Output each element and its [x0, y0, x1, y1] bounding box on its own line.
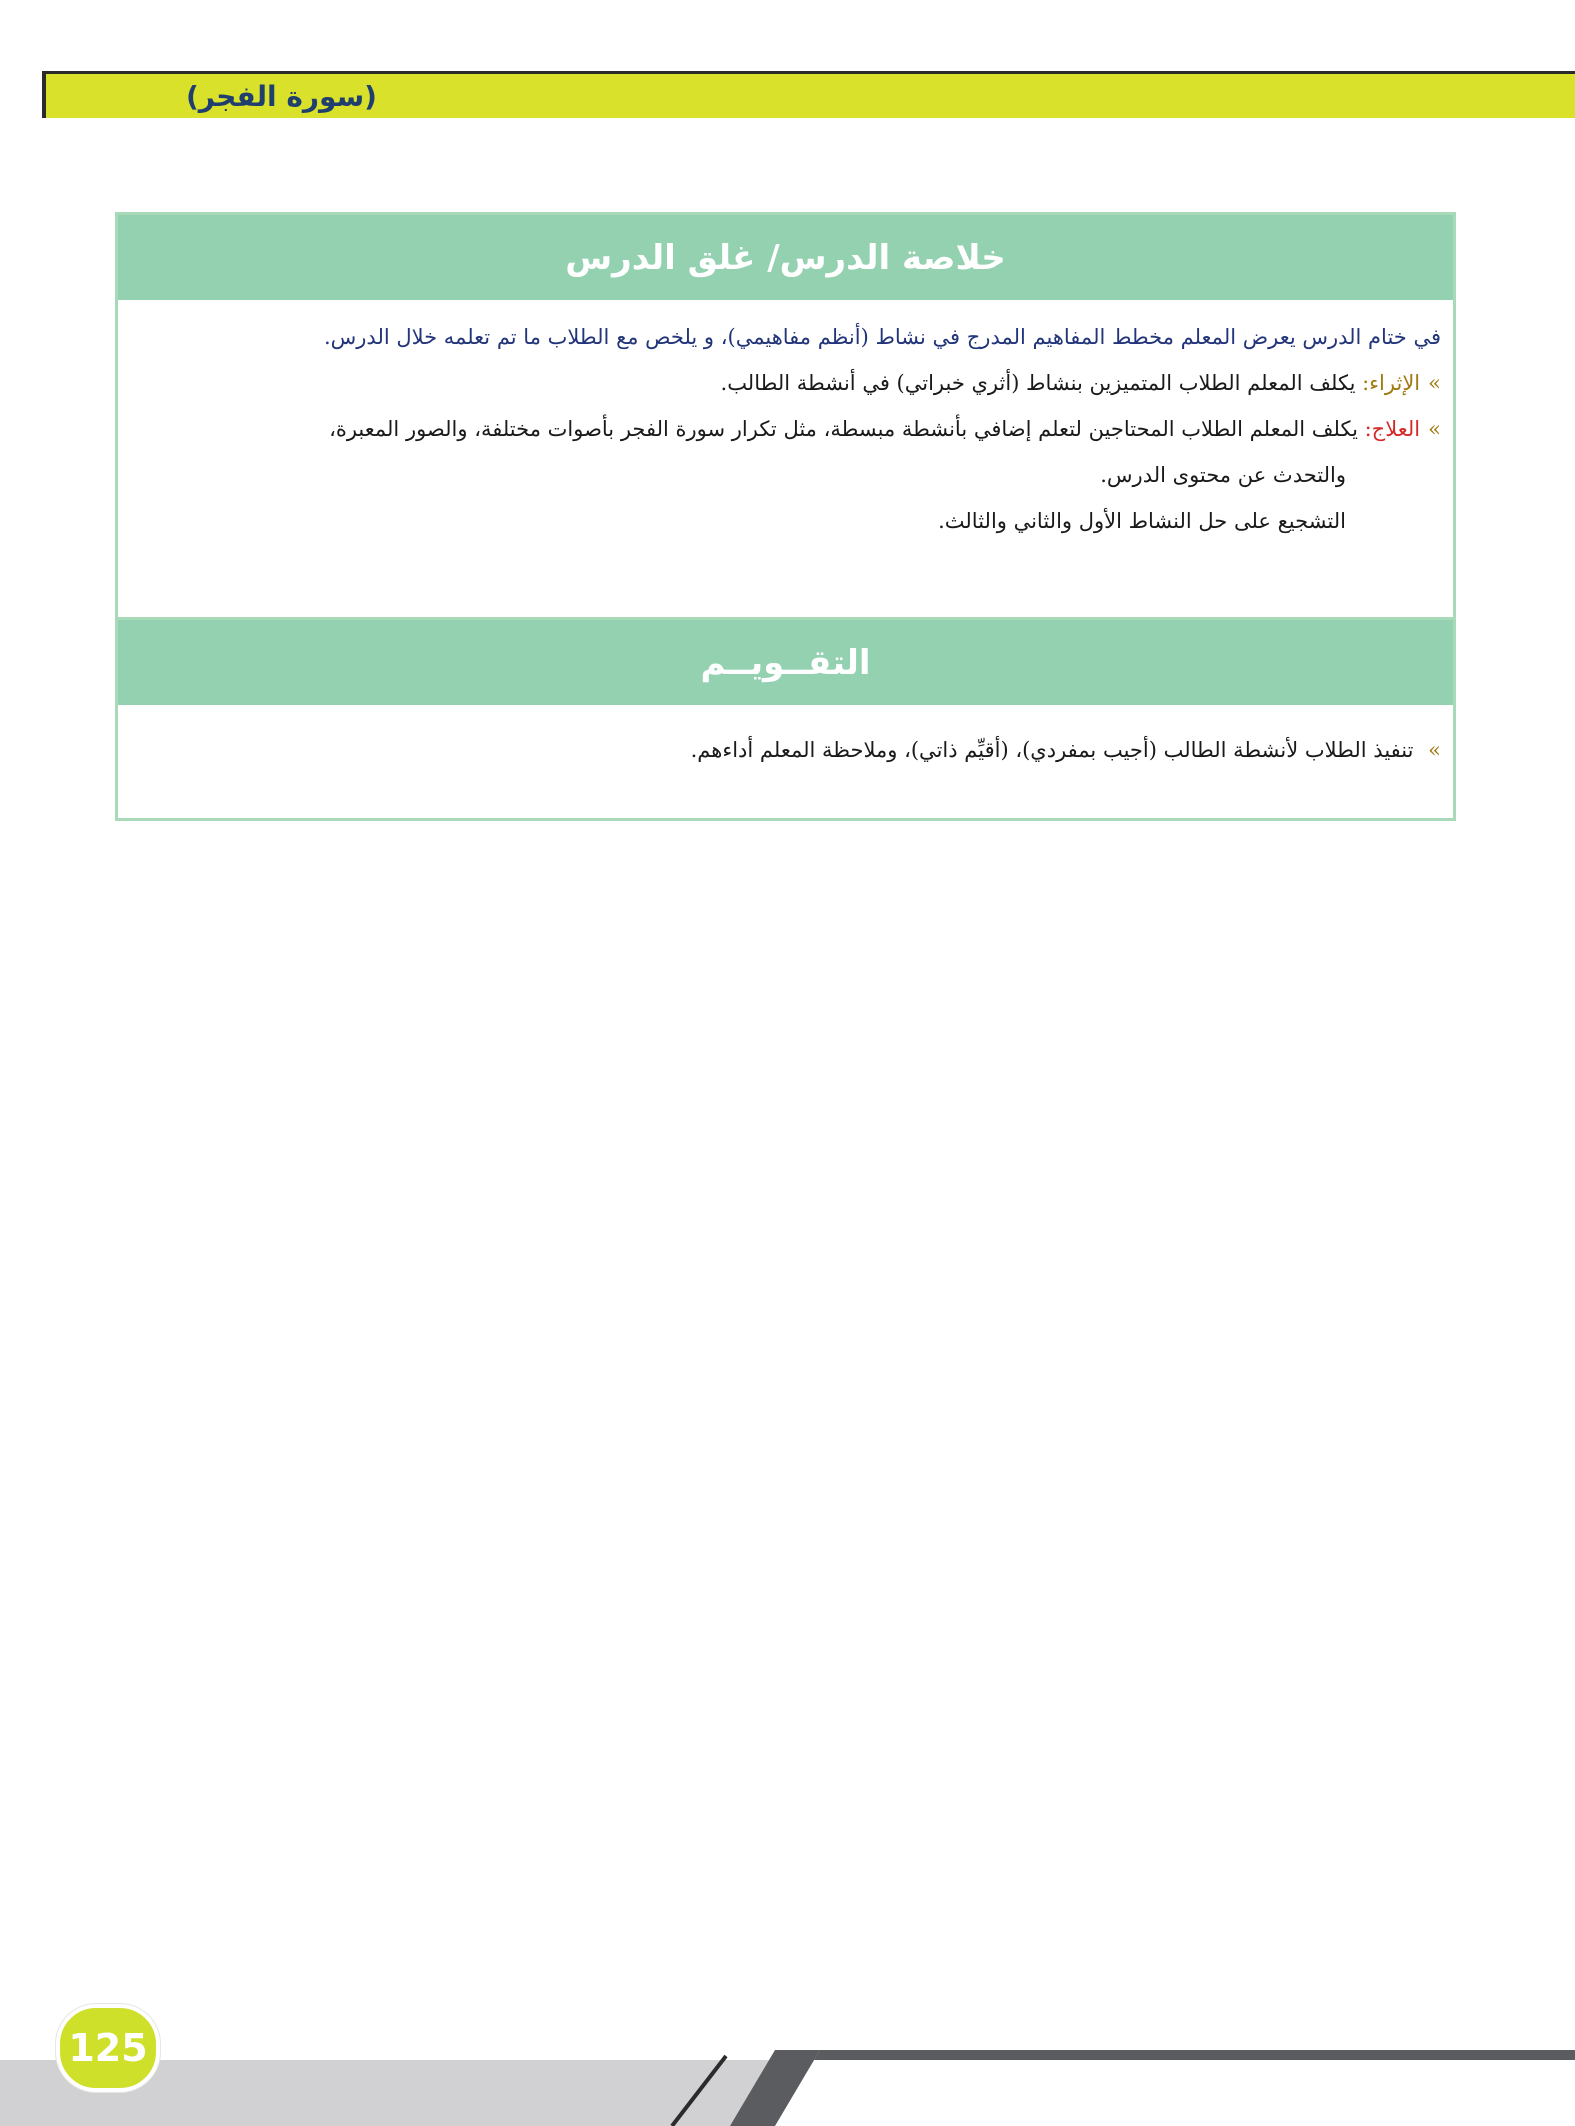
remedial-text-1: يكلف المعلم الطلاب المحتاجين لتعلم إضافي بأنشطة مبسطة، مثل تكرار سورة الفجر بأصوات مختلفة، والصور المعبرة، [329, 417, 1365, 441]
remedial-item [126, 406, 1441, 452]
remedial-text-3: التشجيع على حل النشاط الأول والثاني والثالث. [938, 509, 1346, 533]
summary-title: خلاصة الدرس/ غلق الدرس [118, 215, 1453, 300]
enrichment-label: الإثراء: [1362, 371, 1421, 395]
bullet-icon: » [1428, 371, 1441, 395]
evaluation-body [118, 705, 1453, 773]
bullet-icon: » [1428, 417, 1441, 441]
remedial-label: العلاج: [1364, 417, 1421, 441]
evaluation-text: تنفيذ الطلاب لأنشطة الطالب (أجيب بمفردي)، (أقيِّم ذاتي)، وملاحظة المعلم أداءهم. [690, 738, 1421, 762]
bullet-icon: » [1428, 738, 1441, 762]
footer-decoration-icon [0, 2050, 1575, 2126]
summary-body [118, 314, 1453, 544]
enrichment-item [126, 360, 1441, 406]
evaluation-title: التقــويــم [118, 620, 1453, 705]
enrichment-text: يكلف المعلم الطلاب المتميزين بنشاط (أثري خبراتي) في أنشطة الطالب. [720, 371, 1363, 395]
summary-box [115, 212, 1456, 617]
surah-title: (سورة الفجر) [186, 80, 377, 113]
page-number: 125 [56, 2004, 160, 2092]
summary-intro: في ختام الدرس يعرض المعلم مخطط المفاهيم المدرج في نشاط (أنظم مفاهيمي)، و يلخص مع الطلاب ما تم تعلمه خلال الدرس. [323, 325, 1441, 349]
evaluation-box [115, 617, 1456, 821]
evaluation-item [126, 727, 1441, 773]
remedial-text-2: والتحدث عن محتوى الدرس. [1100, 463, 1346, 487]
